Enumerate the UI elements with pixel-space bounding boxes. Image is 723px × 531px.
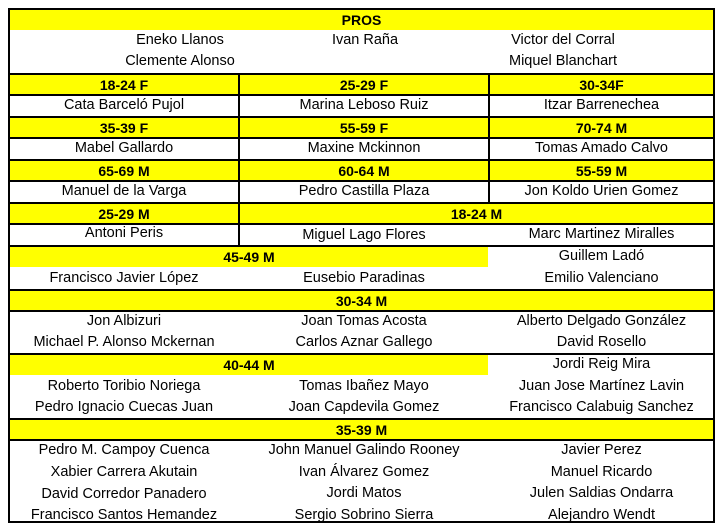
name-cell: David Corredor Panadero bbox=[41, 486, 207, 502]
header-category: 45-49 M bbox=[10, 247, 488, 267]
name-cell: Guillem Ladó bbox=[558, 248, 645, 264]
name-cell: Jon Koldo Urien Gomez bbox=[524, 183, 679, 199]
name-cell: Antoni Peris bbox=[84, 225, 164, 241]
name-cell: Francisco Javier López bbox=[49, 270, 199, 286]
name-cell: Eneko Llanos bbox=[136, 32, 224, 48]
name-cell: Marina Leboso Ruiz bbox=[299, 97, 429, 113]
header-category: 70-74 M bbox=[490, 118, 713, 137]
name-cell: Ivan Álvarez Gomez bbox=[298, 464, 430, 480]
name-cell: Sergio Sobrino Sierra bbox=[294, 507, 434, 523]
name-cell: Francisco Santos Hemandez bbox=[30, 507, 218, 523]
name-cell: Emilio Valenciano bbox=[544, 270, 659, 286]
header-category: 18-24 M bbox=[240, 204, 713, 223]
results-sheet bbox=[8, 8, 715, 523]
name-cell: Juan Jose Martínez Lavin bbox=[518, 378, 685, 394]
name-cell: Maxine Mckinnon bbox=[307, 140, 421, 156]
name-cell: Jordi Reig Mira bbox=[552, 356, 651, 372]
column-divider bbox=[238, 204, 240, 245]
header-pros: PROS bbox=[10, 10, 713, 30]
name-cell: Cata Barceló Pujol bbox=[63, 97, 185, 113]
name-cell: Clemente Alonso bbox=[125, 53, 235, 69]
name-cell: Miguel Lago Flores bbox=[302, 227, 426, 243]
header-category: 55-59 M bbox=[490, 161, 713, 180]
header-divider bbox=[10, 180, 713, 182]
header-category: 55-59 F bbox=[240, 118, 488, 137]
name-cell: Javier Perez bbox=[561, 442, 642, 458]
name-cell: Francisco Calabuig Sanchez bbox=[509, 399, 694, 415]
column-divider bbox=[238, 75, 240, 116]
header-category: 65-69 M bbox=[10, 161, 238, 180]
header-category: 35-39 M bbox=[10, 420, 713, 439]
name-cell: Joan Tomas Acosta bbox=[301, 313, 427, 329]
header-divider bbox=[10, 310, 713, 312]
name-cell: Xabier Carrera Akutain bbox=[50, 464, 198, 480]
name-cell: Tomas Amado Calvo bbox=[535, 140, 668, 156]
name-cell: Ivan Raña bbox=[331, 32, 399, 48]
header-category: 30-34F bbox=[490, 75, 713, 94]
name-cell: David Rosello bbox=[556, 334, 647, 350]
column-divider bbox=[488, 118, 490, 159]
header-category: 60-64 M bbox=[240, 161, 488, 180]
name-cell: Jordi Matos bbox=[326, 485, 402, 501]
header-divider bbox=[10, 137, 713, 139]
header-category: 25-29 F bbox=[240, 75, 488, 94]
name-cell: Pedro M. Campoy Cuenca bbox=[38, 442, 210, 458]
name-cell: Tomas Ibañez Mayo bbox=[299, 378, 429, 394]
header-category: 30-34 M bbox=[10, 291, 713, 310]
column-divider bbox=[488, 75, 490, 116]
name-cell: Pedro Castilla Plaza bbox=[298, 183, 430, 199]
column-divider bbox=[238, 118, 240, 159]
name-cell: Julen Saldias Ondarra bbox=[529, 485, 674, 501]
header-category: 35-39 F bbox=[10, 118, 238, 137]
name-cell: Mabel Gallardo bbox=[74, 140, 174, 156]
name-cell: Victor del Corral bbox=[511, 32, 615, 48]
name-cell: Marc Martinez Miralles bbox=[528, 226, 675, 242]
name-cell: Manuel Ricardo bbox=[550, 464, 653, 480]
name-cell: Michael P. Alonso Mckernan bbox=[33, 334, 215, 350]
name-cell: Alejandro Wendt bbox=[548, 507, 655, 523]
name-cell: Manuel de la Varga bbox=[61, 183, 187, 199]
name-cell: Pedro Ignacio Cuecas Juan bbox=[34, 399, 214, 415]
name-cell: Itzar Barrenechea bbox=[543, 97, 660, 113]
header-category: 25-29 M bbox=[10, 204, 238, 223]
column-divider bbox=[488, 161, 490, 202]
name-cell: Jon Albizuri bbox=[86, 313, 162, 329]
column-divider bbox=[238, 161, 240, 202]
header-divider bbox=[10, 94, 713, 96]
name-cell: Miquel Blanchart bbox=[509, 53, 617, 69]
header-divider bbox=[10, 439, 713, 441]
header-category: 18-24 F bbox=[10, 75, 238, 94]
name-cell: Eusebio Paradinas bbox=[303, 270, 425, 286]
header-category: 40-44 M bbox=[10, 355, 488, 375]
name-cell: Alberto Delgado González bbox=[516, 313, 687, 329]
name-cell: John Manuel Galindo Rooney bbox=[268, 442, 460, 458]
name-cell: Roberto Toribio Noriega bbox=[47, 378, 201, 394]
name-cell: Carlos Aznar Gallego bbox=[295, 334, 433, 350]
name-cell: Joan Capdevila Gomez bbox=[288, 399, 440, 415]
